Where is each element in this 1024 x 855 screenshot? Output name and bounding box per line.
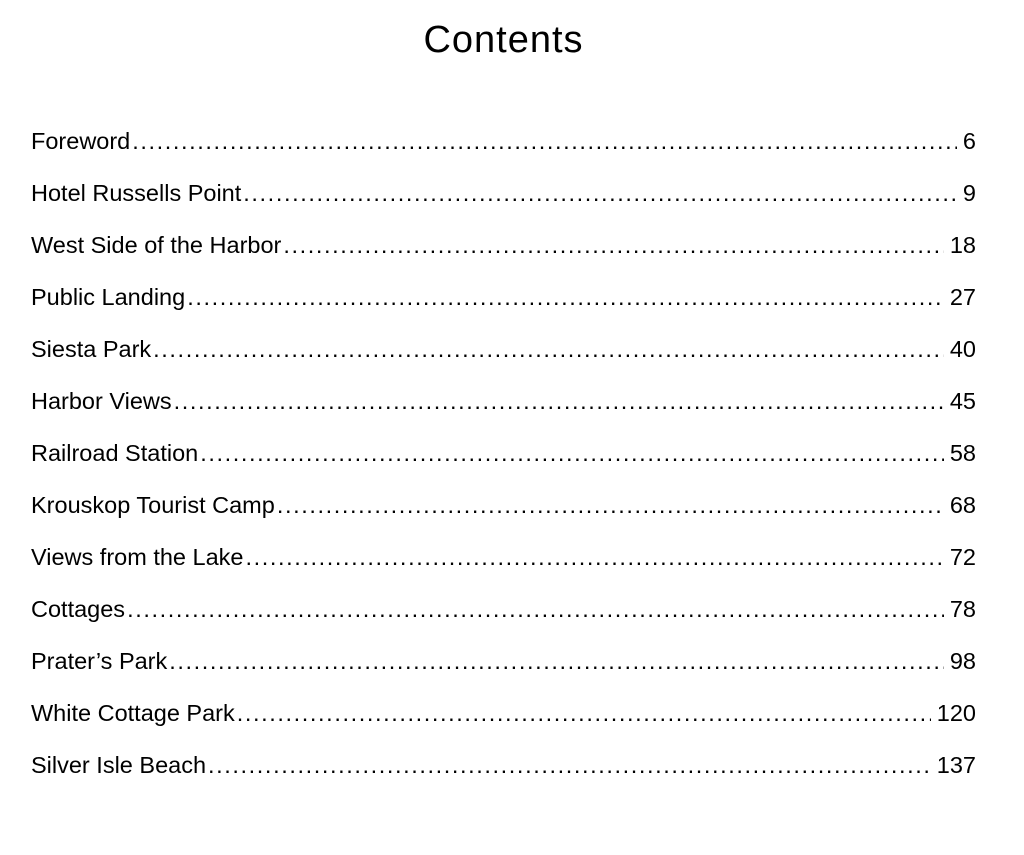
toc-entry-foreword[interactable] xyxy=(31,115,976,167)
toc-entry-title[interactable]: Silver Isle Beach xyxy=(31,752,207,778)
dot-leader xyxy=(283,219,944,271)
toc-entry-cottages[interactable] xyxy=(31,583,976,635)
toc-entry-page-number[interactable]: 6 xyxy=(962,128,976,154)
dot-leader xyxy=(127,583,944,635)
toc-entry-page-number[interactable]: 18 xyxy=(949,232,976,258)
toc-entry-title[interactable]: Siesta Park xyxy=(31,336,152,362)
dot-leader xyxy=(243,167,957,219)
dot-leader xyxy=(187,271,944,323)
toc-entry-page-number[interactable]: 137 xyxy=(936,752,976,778)
toc-entry-page-number[interactable]: 78 xyxy=(949,596,976,622)
toc-entry-title[interactable]: Railroad Station xyxy=(31,440,199,466)
toc-entry-page-number[interactable]: 98 xyxy=(949,648,976,674)
toc-entry-title[interactable]: Cottages xyxy=(31,596,126,622)
dot-leader xyxy=(245,531,943,583)
toc-entry-page-number[interactable]: 72 xyxy=(949,544,976,570)
toc-entry-page-number[interactable]: 58 xyxy=(949,440,976,466)
toc-entry-title[interactable]: West Side of the Harbor xyxy=(31,232,282,258)
dot-leader xyxy=(169,635,944,687)
dot-leader xyxy=(174,375,944,427)
toc-entry-views-from-the-lake[interactable] xyxy=(31,531,976,583)
toc-entry-page-number[interactable]: 120 xyxy=(936,700,976,726)
dot-leader xyxy=(208,739,931,791)
toc-entry-silver-isle-beach[interactable] xyxy=(31,739,976,791)
toc-entry-page-number[interactable]: 68 xyxy=(949,492,976,518)
page-title: Contents xyxy=(423,19,584,61)
toc-entry-page-number[interactable]: 27 xyxy=(949,284,976,310)
table-of-contents xyxy=(31,115,976,791)
dot-leader xyxy=(200,427,944,479)
toc-entry-title[interactable]: Public Landing xyxy=(31,284,186,310)
toc-entry-railroad-station[interactable] xyxy=(31,427,976,479)
toc-entry-title[interactable]: Krouskop Tourist Camp xyxy=(31,492,275,518)
dot-leader xyxy=(153,323,944,375)
toc-entry-page-number[interactable]: 45 xyxy=(949,388,976,414)
toc-entry-title[interactable]: Prater’s Park xyxy=(31,648,168,674)
toc-entry-title[interactable]: Hotel Russells Point xyxy=(31,180,242,206)
toc-entry-west-side-of-the-harbor[interactable] xyxy=(31,219,976,271)
toc-entry-title[interactable]: Foreword xyxy=(31,128,131,154)
toc-entry-praters-park[interactable] xyxy=(31,635,976,687)
toc-entry-siesta-park[interactable] xyxy=(31,323,976,375)
toc-entry-page-number[interactable]: 9 xyxy=(962,180,976,206)
toc-entry-hotel-russells-point[interactable] xyxy=(31,167,976,219)
dot-leader xyxy=(132,115,957,167)
toc-entry-page-number[interactable]: 40 xyxy=(949,336,976,362)
toc-entry-harbor-views[interactable] xyxy=(31,375,976,427)
toc-entry-public-landing[interactable] xyxy=(31,271,976,323)
toc-entry-title[interactable]: Harbor Views xyxy=(31,388,172,414)
toc-entry-title[interactable]: White Cottage Park xyxy=(31,700,235,726)
toc-entry-white-cottage-park[interactable] xyxy=(31,687,976,739)
dot-leader xyxy=(237,687,931,739)
toc-entry-title[interactable]: Views from the Lake xyxy=(31,544,244,570)
toc-entry-krouskop-tourist-camp[interactable] xyxy=(31,479,976,531)
dot-leader xyxy=(277,479,944,531)
